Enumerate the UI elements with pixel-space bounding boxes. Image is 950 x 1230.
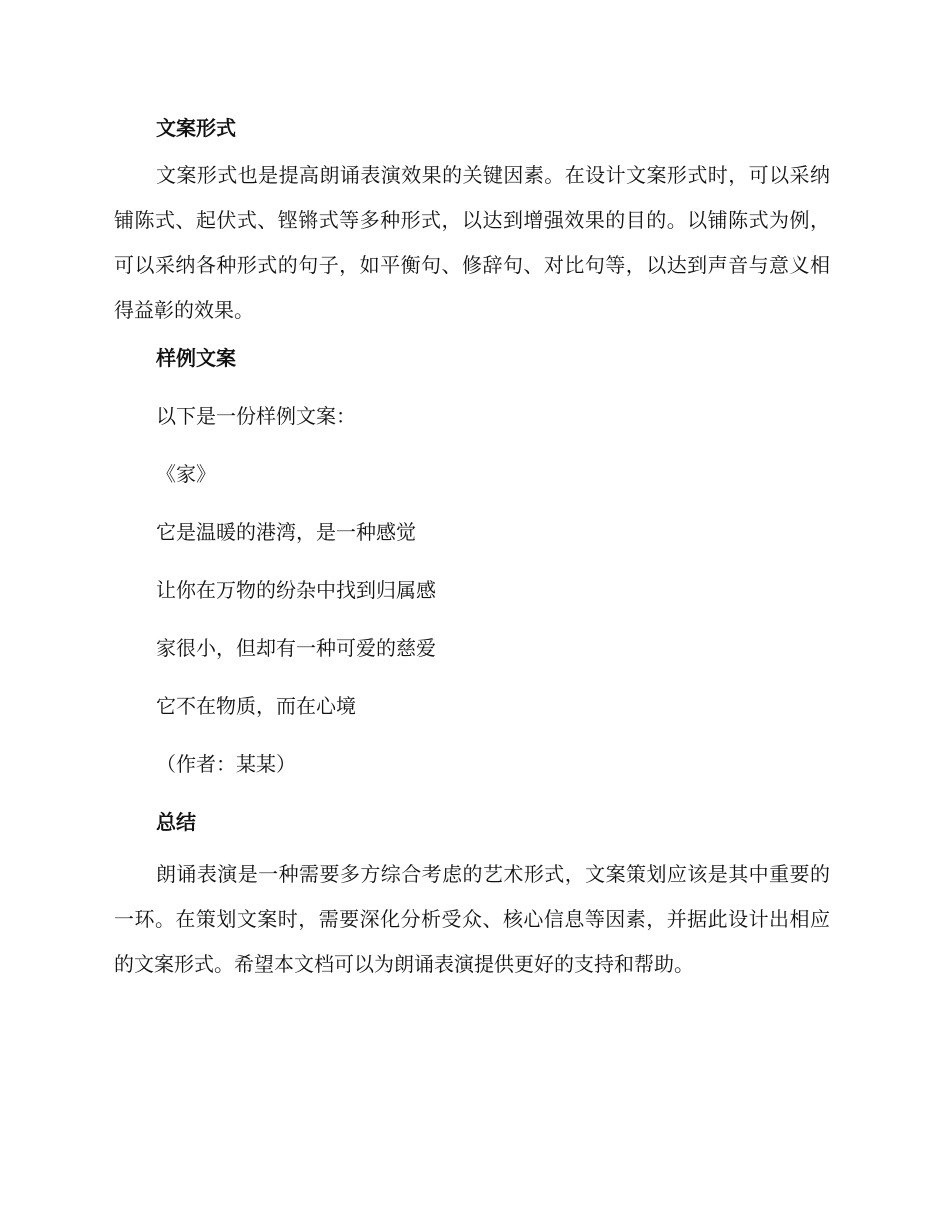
- section-heading-sample: 样例文案: [156, 346, 236, 370]
- poem-line: 让你在万物的纷杂中找到归属感: [156, 578, 436, 602]
- paragraph-form: 文案形式也是提高朗诵表演效果的关键因素。在设计文案形式时，可以采纳铺陈式、起伏式、铿锵式等多种形式，以达到增强效果的目的。以铺陈式为例，可以采纳各种形式的句子，如平衡句、修辞句、对比句等，以达到声音与意义相得益彰的效果。: [114, 163, 830, 322]
- poem-line: 家很小，但却有一种可爱的慈爱: [156, 636, 436, 660]
- poem-title: 《家》: [156, 462, 216, 486]
- poem-author: （作者：某某）: [156, 752, 296, 776]
- poem-line: 它不在物质，而在心境: [156, 694, 356, 718]
- document-body: [114, 112, 830, 987]
- poem-line: 它是温暖的港湾，是一种感觉: [156, 520, 416, 544]
- sample-intro: 以下是一份样例文案：: [156, 404, 356, 428]
- section-heading-summary: 总结: [156, 810, 196, 834]
- paragraph-summary: 朗诵表演是一种需要多方综合考虑的艺术形式，文案策划应该是其中重要的一环。在策划文案时，需要深化分析受众、核心信息等因素，并据此设计出相应的文案形式。希望本文档可以为朗诵表演提供更好的支持和帮助。: [114, 862, 830, 976]
- section-heading-form: 文案形式: [156, 116, 236, 140]
